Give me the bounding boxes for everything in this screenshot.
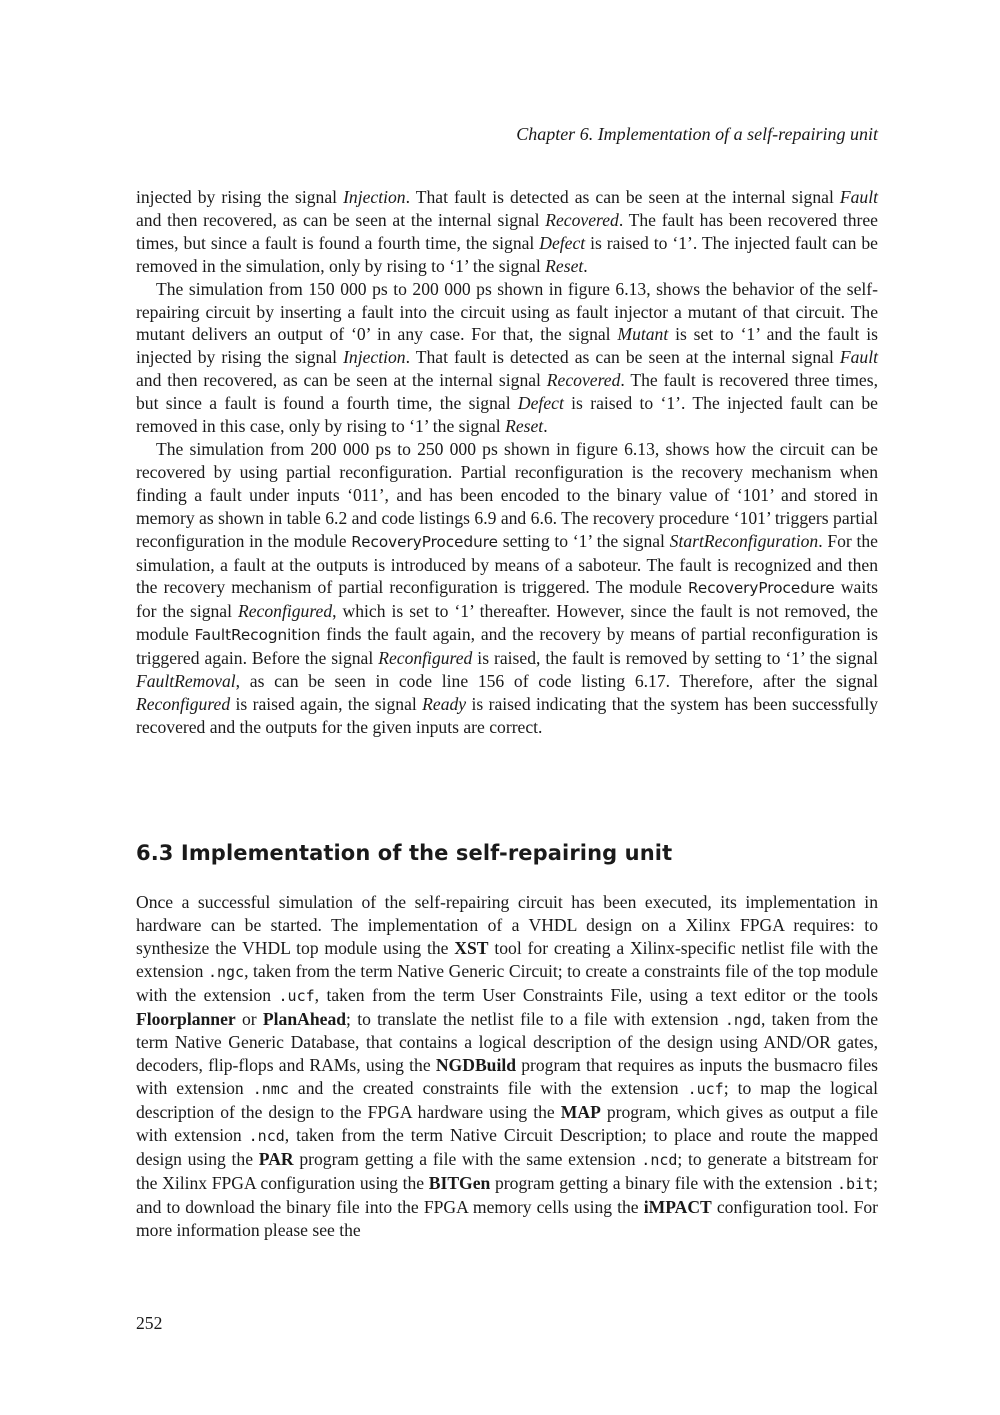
signal-name: Reconfigured [136, 693, 231, 714]
paragraph-mutant-simulation: The simulation from 150 000 ps to 200 000 ps shown in figure 6.13, shows the behavior of the self-repairing circuit by inserting a fault into the circuit using as fault injector a mutant of that circuit. The mutant delivers an output of ‘0’ in any case. For that, the signal Mutant is set to ‘1’ and the fault is injected by rising the signal Injection. That fault is detected as can be seen at the internal signal Fault and then recovered, as can be seen at the internal signal Recovered. The fault is recovered three times, but since a fault is found a fourth time, the signal Defect is raised to ‘1’. The injected fault can be removed in this case, only by rising to ‘1’ the signal Reset. [136, 278, 879, 437]
tool-name: PAR [258, 1148, 294, 1169]
module-name: FaultRecognition [194, 626, 321, 645]
file-extension: .bit [837, 1174, 874, 1193]
signal-name: Reset [545, 255, 584, 276]
signal-name: Ready [422, 693, 467, 714]
file-extension: .ucf [278, 986, 315, 1005]
paragraph-partial-reconfiguration: The simulation from 200 000 ps to 250 000 ps shown in figure 6.13, shows how the circuit can be recovered by using partial reconfiguration. Partial reconfiguration is the recovery mechanism when finding a fault under inputs ‘011’, and has been encoded to the binary value of ‘101’ and stored in memory as shown in table 6.2 and code listings 6.9 and 6.6. The recovery procedure ‘101’ triggers partial reconfiguration in the module RecoveryProcedure setting to ‘1’ the signal StartReconfiguration. For the simulation, a fault at the outputs is introduced by means of a saboteur. The fault is recognized and then the recovery mechanism of partial reconfiguration is triggered. The module RecoveryProcedure waits for the signal Reconfigured, which is set to ‘1’ thereafter. However, since the fault is not removed, the module FaultRecognition finds the fault again, and the recovery by means of partial reconfiguration is triggered again. Before the signal Reconfigured is raised, the fault is removed by setting to ‘1’ the signal FaultRemoval, as can be seen in code line 156 of code listing 6.17. Therefore, after the signal Reconfigured is raised again, the signal Ready is raised indicating that the system has been successfully recovered and the outputs for the given inputs are correct. [136, 438, 879, 737]
signal-name: StartReconfiguration [669, 530, 819, 551]
signal-name: Reconfigured [378, 648, 473, 669]
signal-name: Reset [505, 416, 544, 437]
signal-name: Injection [343, 347, 406, 368]
file-extension: .nmc [252, 1080, 289, 1099]
module-name: RecoveryProcedure [351, 532, 499, 551]
signal-name: Defect [517, 393, 564, 414]
section-body [136, 891, 878, 1242]
file-extension: .ncd [248, 1127, 285, 1146]
signal-name: Injection [343, 187, 406, 207]
paragraph-injection-detail: injected by rising the signal Injection. That fault is detected as can be seen at the internal signal Fault and then recovered, as can be seen at the internal signal Recovered. The fault has been recovered three times, but since a fault is found a fourth time, the signal Defect is raised to ‘1’. The injected fault can be removed in the simulation, only by rising to ‘1’ the signal Reset. [136, 187, 878, 276]
file-extension: .ngd [724, 1010, 761, 1029]
tool-name: PlanAhead [262, 1008, 347, 1029]
file-extension: .ncd [641, 1150, 678, 1169]
tool-name: BITGen [428, 1172, 491, 1193]
signal-name: Defect [539, 232, 586, 253]
signal-name: Reconfigured [237, 601, 333, 622]
signal-name: Fault [839, 347, 878, 368]
tool-name: XST [454, 937, 489, 958]
page-number: 252 [136, 1313, 163, 1333]
tool-name: iMPACT [643, 1196, 712, 1217]
tool-name: NGDBuild [435, 1055, 517, 1076]
paragraph-implementation-flow: Once a successful simulation of the self-repairing circuit has been executed, its implementation in hardware can be started. The implementation of a VHDL design on a Xilinx FPGA requires: to synthesize the VHDL top module using the XST tool for creating a Xilinx-specific netlist file with the extension .ngc, taken from the term Native Generic Circuit; to create a constraints file of the top module with the extension .ucf, taken from the term User Constraints File, using a text editor or the tools Floorplanner or PlanAhead; to translate the netlist file to a file with extension .ngd, taken from the term Native Generic Database, that contains a logical description of the design using AND/OR gates, decoders, flip-flops and RAMs, using the NGDBuild program that requires as inputs the busmacro files with extension .nmc and the created constraints file with the extension .ucf; to map the logical description of the design to the FPGA hardware using the MAP program, which gives as output a file with extension .ncd, taken from the term Native Circuit Description; to place and route the mapped design using the PAR program getting a file with the same extension .ncd; to generate a bitstream for the Xilinx FPGA configuration using the BITGen program getting a binary file with the extension .bit; and to download the binary file into the FPGA memory cells using the iMPACT configuration tool. For more information please see the [136, 892, 879, 1240]
tool-name: MAP [560, 1102, 601, 1123]
file-extension: .ucf [687, 1080, 724, 1099]
signal-name: Recovered [545, 209, 619, 230]
file-extension: .ngc [207, 962, 245, 981]
signal-name: FaultRemoval [136, 671, 236, 692]
signal-name: Fault [839, 187, 878, 207]
tool-name: Floorplanner [136, 1008, 236, 1029]
module-name: RecoveryProcedure [687, 579, 835, 598]
signal-name: Recovered [546, 370, 621, 391]
running-header: Chapter 6. Implementation of a self-repairing unit [516, 124, 878, 144]
section-heading: 6.3 Implementation of the self-repairing unit [136, 841, 673, 865]
signal-name: Mutant [617, 324, 669, 345]
body-text-continued [136, 186, 878, 739]
